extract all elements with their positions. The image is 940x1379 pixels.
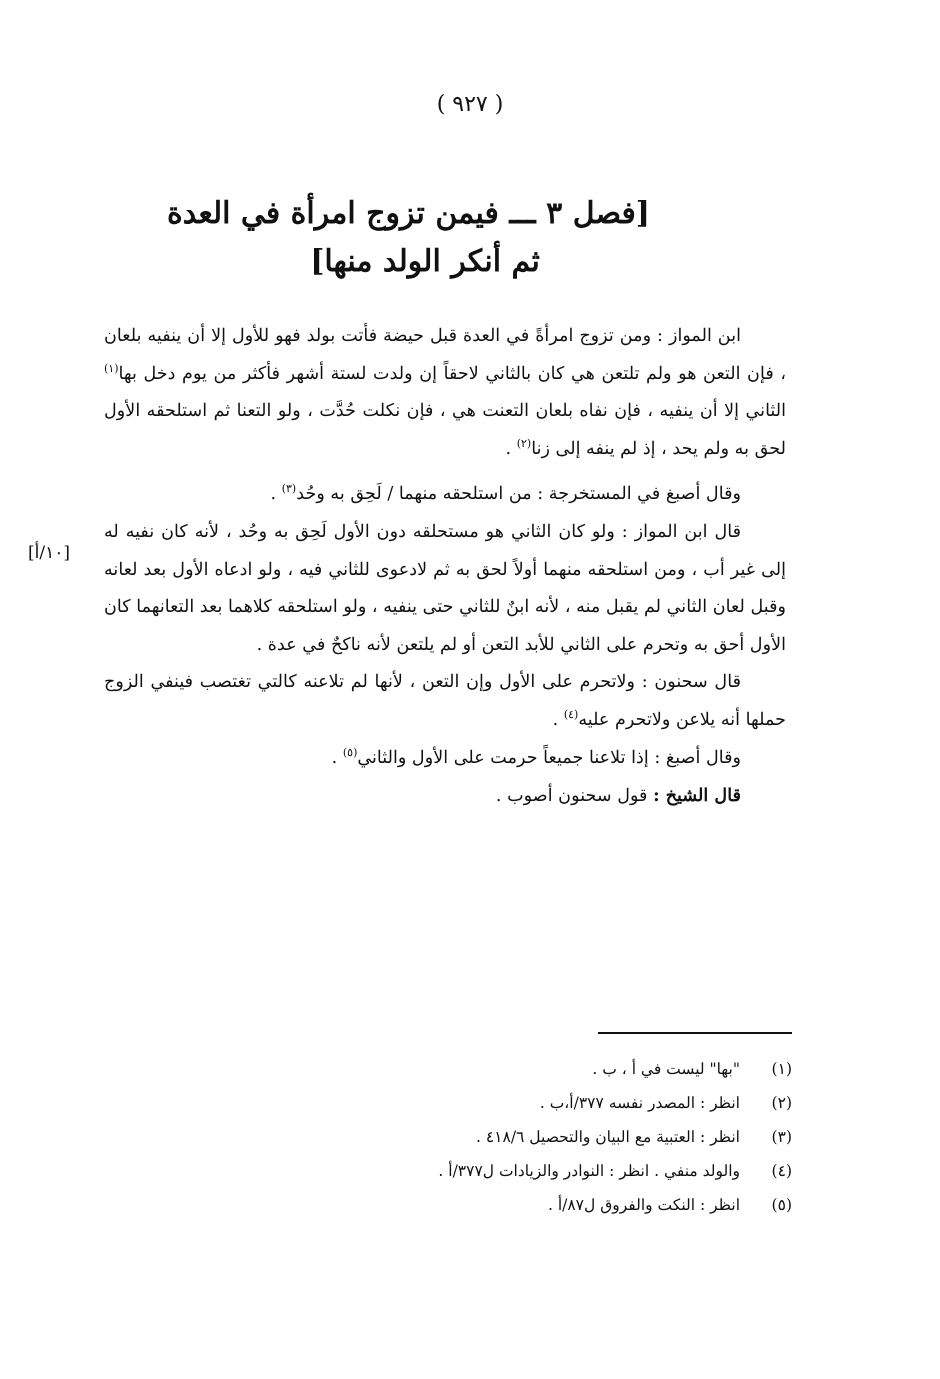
section-title-line-2: ثم أنكر الولد منها] [310,244,540,279]
footnote-item [300,1120,792,1154]
body-text [104,318,786,816]
paragraph-text: . [331,747,343,768]
paragraph-sahnun [104,664,786,739]
footnote-text: انظر : العتبية مع البيان والتحصيل ٤١٨/٦ . [475,1128,740,1146]
footnote-ref: (١) [104,361,119,375]
footnote-number: (٢) [771,1094,792,1112]
paragraph-ibn-al-mawwaz [104,318,786,468]
paragraph-asbagh [104,740,786,778]
paragraph-shaykh [104,777,786,816]
footnote-ref: (٥) [342,745,358,759]
footnote-ref: (٣) [281,482,297,496]
footnote-item [300,1188,792,1222]
paragraph-text: . [270,484,282,505]
footnote-item [300,1086,792,1120]
footnote-ref: (٤) [563,708,579,722]
paragraph-ibn-al-mawwaz-2: قال ابن المواز : ولو كان الثاني هو مستحلقه دون الأول لَحِق به وحُد ، لأنه كان نفيه له إلى غير أب ، ومن استلحقه منهما أولاً لحق به ثم لادعوى للثاني فيه ، ولو ادعاه الأول بعد لعانه وقبل لعان الثاني لم يقبل منه ، لأنه ابنٌ للثاني حتى ينفيه ، ولو استلحقه كلاهما بعد التعانهما كان الأول أحق به وتحرم على الثاني للأبد التعن أو لم يلتعن لأنه ناكحٌ في عدة . [104,521,786,655]
footnote-text: والولد منفي . انظر : النوادر والزيادات ل٣٧٧/أ . [438,1162,740,1180]
paragraph-text: الثاني إلا أن ينفيه ، فإن نفاه بلعان التعنت هي ، فإن نكلت حُدَّت ، ولو التعنا ثم استلحقه الأول لحق به ولم يحد ، إذ لم ينفه إلى زنا [104,401,786,459]
footnote-item [300,1052,792,1086]
footnote-number: (٤) [771,1162,792,1180]
paragraph-text: ابن المواز : ومن تزوج امرأةً في العدة قبل حيضة فأتت بولد فهو للأول إلا أن ينفيه بلعان ، فإن التعن هو ولم تلتعن هي كان بالثاني لاحقاً إن ولدت لستة أشهر فأكثر من يوم دخل بها [104,326,786,384]
footnote-number: (٣) [771,1128,792,1146]
footnote-ref: (٢) [516,436,532,450]
footnote-number: (١) [771,1060,792,1078]
footnote-text: انظر : المصدر نفسه ٣٧٧/أ،ب . [539,1094,740,1112]
section-title [167,190,650,286]
paragraph-text: . [552,709,564,730]
paragraph-asbagh-mustakhraja [104,476,786,514]
folio-margin-note: [١٠/أ] [28,543,70,563]
page-number: ( ٩٢٧ ) [436,92,504,117]
footnote-text: "بها" ليست في أ ، ب . [592,1060,740,1078]
footnote-item [300,1154,792,1188]
paragraph-text: وقال أصبغ : إذا تلاعنا جميعاً حرمت على الأول والثاني [357,747,741,768]
section-title-line-1: [فصل ٣ ـــ فيمن تزوج امرأة في العدة [167,196,650,231]
footnotes [300,1052,792,1222]
footnote-number: (٥) [771,1196,792,1214]
paragraph-text: وقال أصبغ في المستخرجة : من استلحقه منهما / لَحِق به وحُد [296,484,741,505]
paragraph-text: قال سحنون : ولاتحرم على الأول وإن التعن ، لأنها لم تلاعنه كالتي تغتصب فينفي الزوج حملها أنه يلاعن ولاتحرم عليه [104,672,786,730]
footnote-divider [598,1032,792,1034]
footnote-text: انظر : النكت والفروق ل٨٧/أ . [547,1196,740,1214]
paragraph-lead: قال الشيخ : [653,785,741,807]
paragraph-text: قول سحنون أصوب . [495,786,654,807]
paragraph-text: . [505,438,517,459]
